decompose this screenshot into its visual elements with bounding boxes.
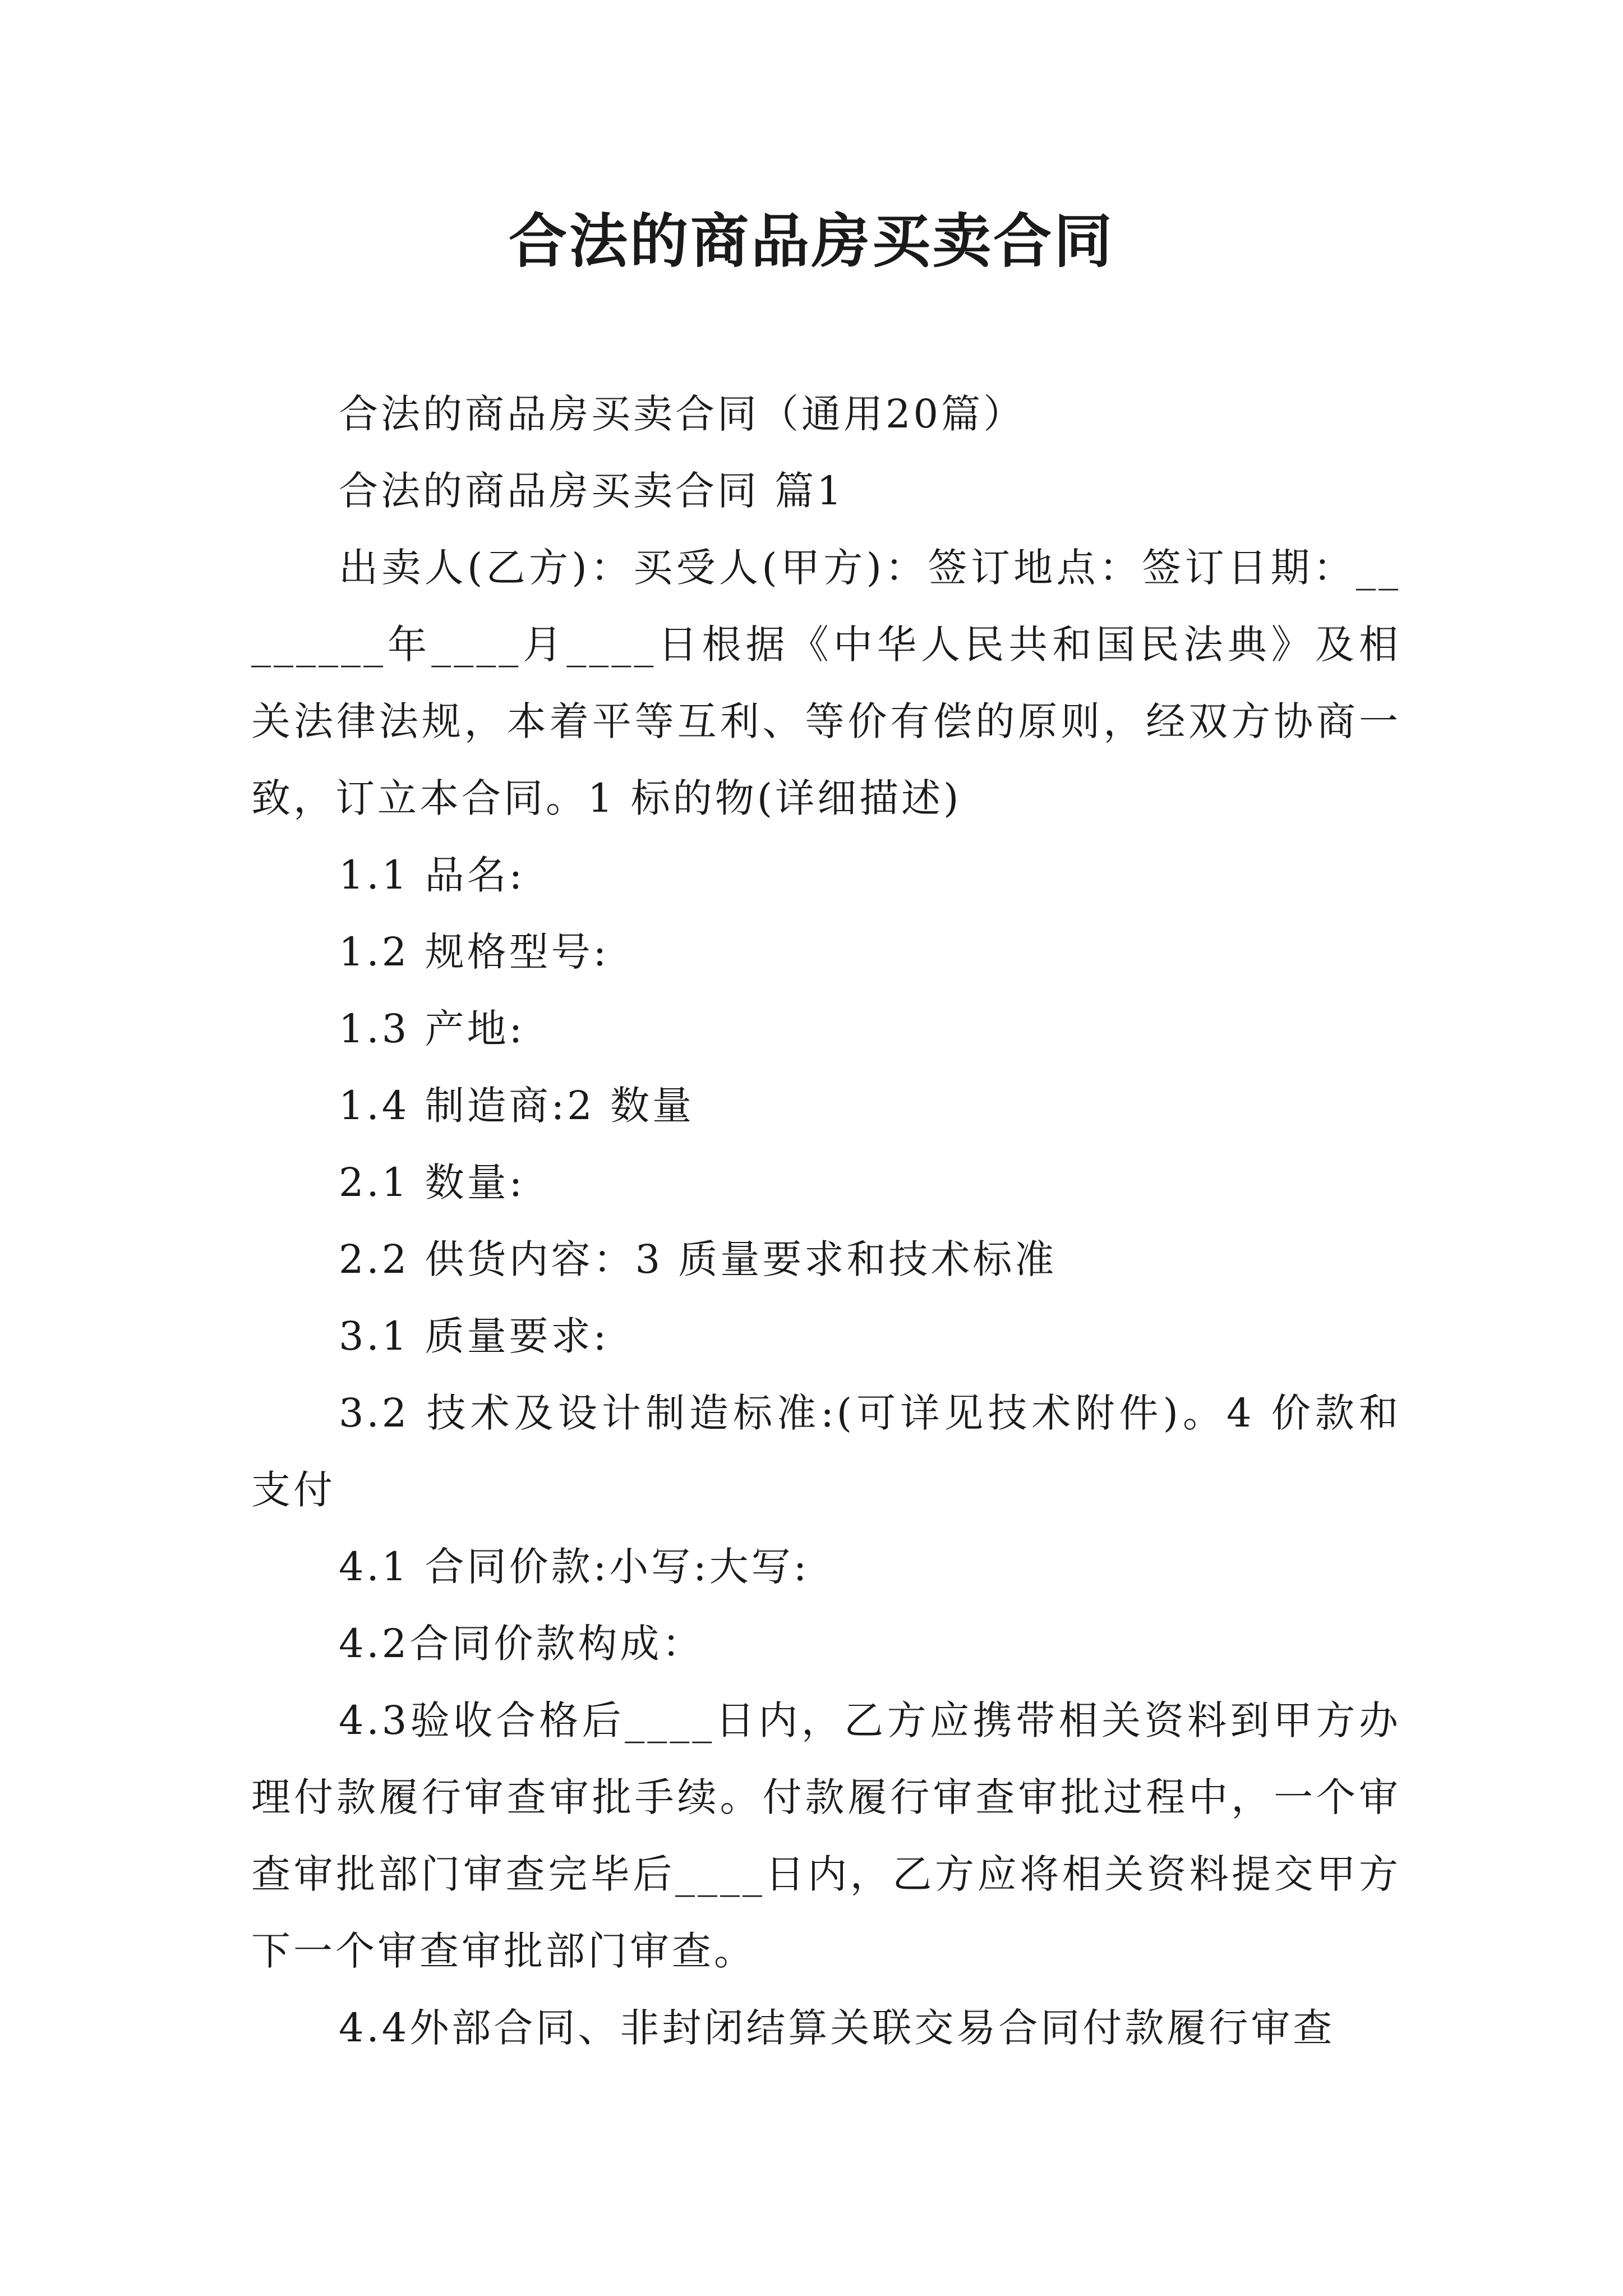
paragraph-clause-4-2: 4.2合同价款构成： — [339, 1621, 704, 1667]
paragraph-clause-4-3: 4.3验收合格后____日内，乙方应携带相关资料到甲方办理付款履行审查审批手续。付款履行审查审批过程中，一个审查审批部门审查完毕后____日内，乙方应将相关资料提交甲方下一个审查审批部门审查。 — [251, 1697, 1401, 1974]
paragraph-clause-4-4: 4.4外部合同、非封闭结算关联交易合同付款履行审查 — [339, 2005, 1335, 2051]
paragraph-clause-1-4: 1.4 制造商:2 数量 — [339, 1083, 694, 1129]
paragraph-section-heading: 合法的商品房买卖合同 篇1 — [339, 468, 845, 514]
paragraph-clause-3-2: 3.2 技术及设计制造标准:(可详见技术附件)。4 价款和支付 — [251, 1390, 1401, 1513]
paragraph-clause-4-1: 4.1 合同价款:小写:大写: — [339, 1544, 810, 1590]
paragraph-clause-2-1: 2.1 数量: — [339, 1159, 525, 1205]
paragraph-clause-1-1: 1.1 品名: — [339, 852, 525, 898]
paragraph-clause-1-3: 1.3 产地: — [339, 1006, 525, 1052]
paragraph-clause-3-1: 3.1 质量要求: — [339, 1313, 610, 1359]
paragraph-subtitle: 合法的商品房买卖合同（通用20篇） — [339, 391, 1026, 437]
document-title: 合法的商品房买卖合同 — [508, 206, 1114, 275]
paragraph-parties: 出卖人(乙方)：买受人(甲方)：签订地点：签订日期：________年____月____日根据《中华人民共和国民法典》及相关法律法规，本着平等互利、等价有偿的原则，经双方协商一致，订立本合同。1 标的物(详细描述) — [251, 545, 1401, 821]
paragraph-clause-1-2: 1.2 规格型号: — [339, 929, 610, 975]
paragraph-clause-2-2: 2.2 供货内容：3 质量要求和技术标准 — [339, 1236, 1057, 1282]
document-body — [251, 376, 1401, 2067]
